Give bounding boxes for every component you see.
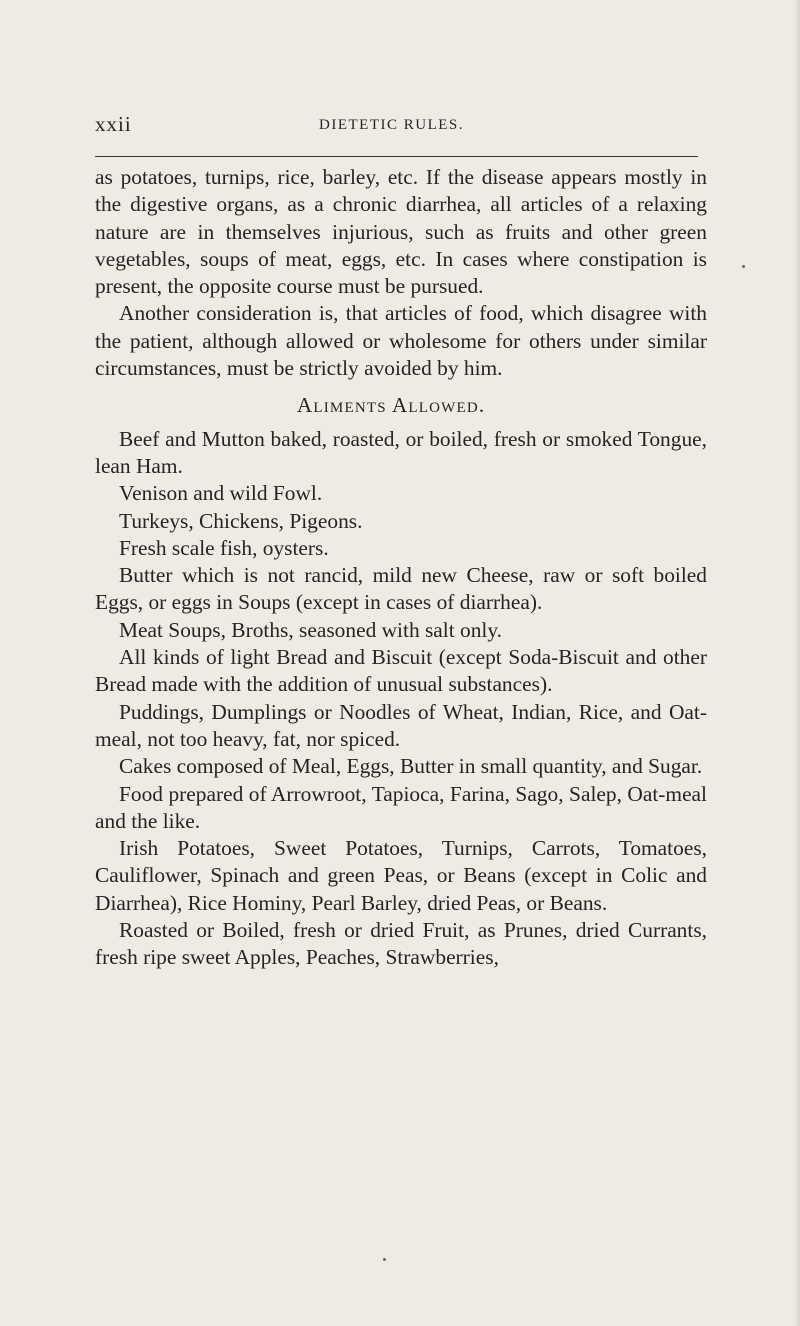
aliment-item-7: All kinds of light Bread and Biscuit (except Soda-Biscuit and other Bread made with the addition of unusual substances). <box>95 645 707 697</box>
aliment-item-3: Turkeys, Chickens, Pigeons. <box>119 508 363 533</box>
aliment-item-11: Irish Potatoes, Sweet Potatoes, Turnips, Carrots, Tomatoes, Cauliflower, Spinach and green Peas, or Beans (except in Colic and Diarrhea), Rice Hominy, Pearl Barley, dried Peas, or Beans. <box>95 836 707 915</box>
aliment-item-4: Fresh scale fish, oysters. <box>119 535 329 560</box>
aliment-item-1: Beef and Mutton baked, roasted, or boiled, fresh or smoked Tongue, lean Ham. <box>95 426 707 478</box>
aliment-item-10: Food prepared of Arrowroot, Tapioca, Farina, Sago, Salep, Oat-meal and the like. <box>95 781 707 833</box>
aliment-item-8: Puddings, Dumplings or Noodles of Wheat, Indian, Rice, and Oat-meal, not too heavy, fat, nor spiced. <box>95 699 707 751</box>
header-rule <box>95 156 698 157</box>
aliment-item-6: Meat Soups, Broths, seasoned with salt only. <box>119 617 503 642</box>
aliment-item-12: Roasted or Boiled, fresh or dried Fruit, as Prunes, dried Currants, fresh ripe sweet Apples, Peaches, Strawberries, <box>95 918 707 970</box>
aliment-item-5: Butter which is not rancid, mild new Cheese, raw or soft boiled Eggs, or eggs in Soups (except in cases of diarrhea). <box>95 563 707 615</box>
page-number: xxii <box>95 112 132 136</box>
running-head <box>95 112 695 142</box>
body-text <box>95 164 707 972</box>
aliment-item-9: Cakes composed of Meal, Eggs, Butter in small quantity, and Sugar. <box>119 754 703 779</box>
ink-speck <box>742 265 745 268</box>
aliment-item-2: Venison and wild Fowl. <box>119 481 323 506</box>
running-title: DIETETIC RULES. <box>319 117 464 133</box>
section-heading: Aliments Allowed. <box>297 393 486 418</box>
intro-paragraph-2: Another consideration is, that articles of food, which disagree with the patient, although allowed or wholesome for others under similar circumstances, must be strictly avoided by him. <box>95 301 707 381</box>
ink-speck <box>383 1258 386 1261</box>
page-edge-shadow <box>794 0 800 1326</box>
intro-paragraph-1: as potatoes, turnips, rice, barley, etc. If the disease appears mostly in the digestive organs, as a chronic diarrhea, all articles of a relaxing nature are in themselves injurious, such as fruits and other green vegetables, soups of meat, eggs, etc. In cases where constipation is present, the opposite course must be pursued. <box>95 165 707 299</box>
